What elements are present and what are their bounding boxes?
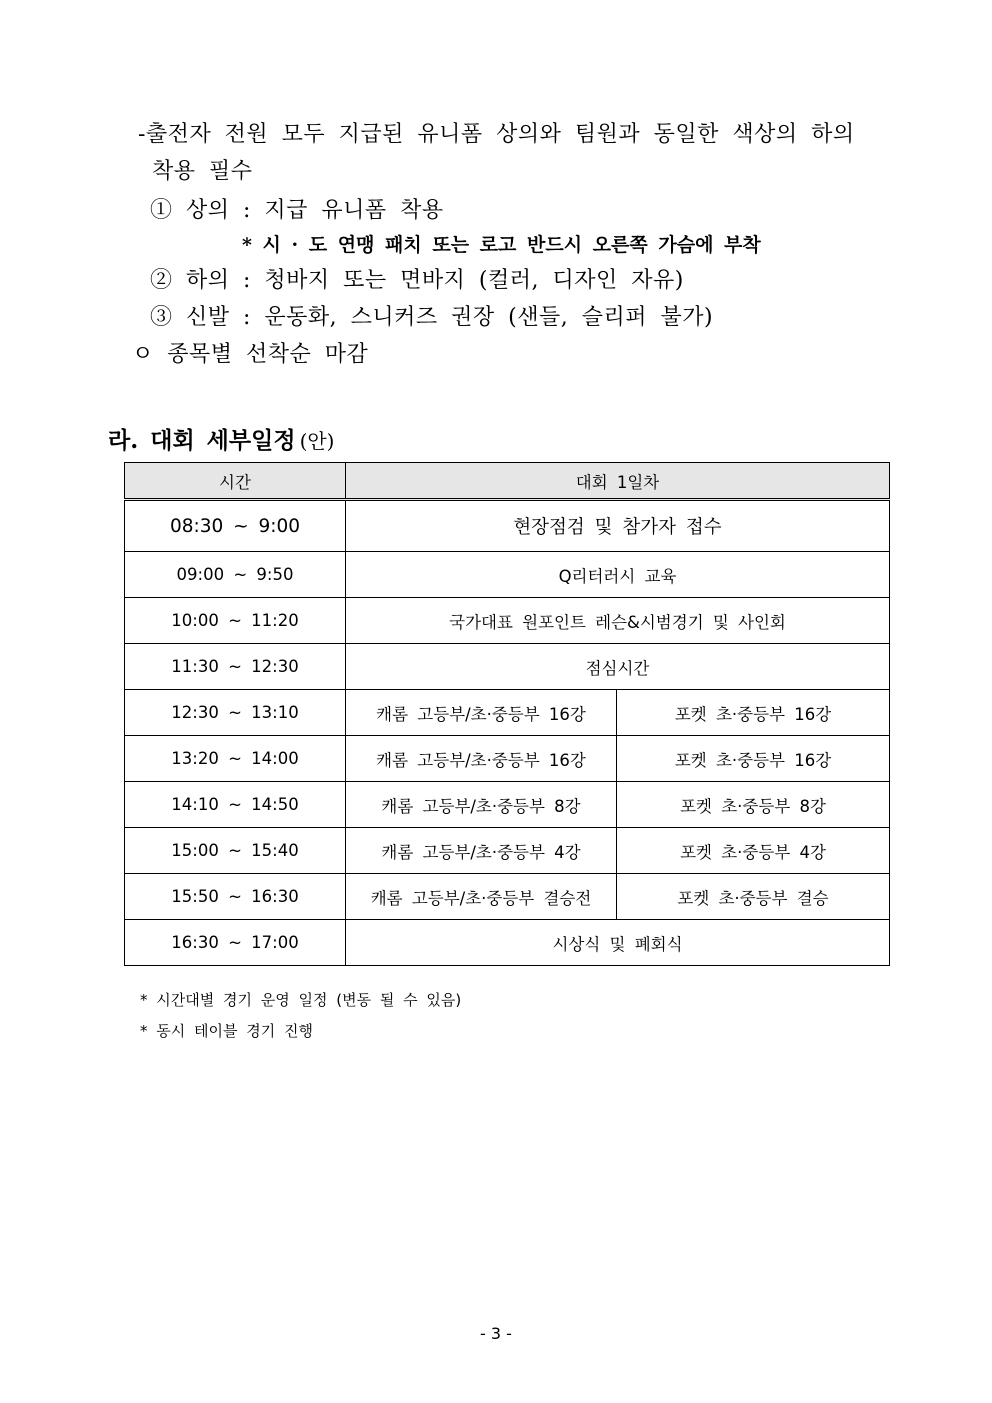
event-cell: 국가대표 원포인트 레슨&시범경기 및 사인회	[346, 598, 890, 644]
schedule-table	[124, 462, 890, 966]
table-row	[125, 736, 890, 782]
section-title: 라. 대회 세부일정	[108, 427, 296, 454]
pocket-cell: 포켓 초·중등부 4강	[617, 828, 890, 874]
table-row	[125, 690, 890, 736]
time-cell: 12:30 ~ 13:10	[125, 690, 346, 736]
carom-cell: 캐롬 고등부/초·중등부 16강	[346, 690, 617, 736]
time-cell: 14:10 ~ 14:50	[125, 782, 346, 828]
pocket-cell: 포켓 초·중등부 8강	[617, 782, 890, 828]
footnote-simultaneous-tables: * 동시 테이블 경기 진행	[140, 1022, 313, 1040]
table-row	[125, 828, 890, 874]
carom-cell: 캐롬 고등부/초·중등부 결승전	[346, 874, 617, 920]
table-row	[125, 644, 890, 690]
uniform-top-note: * 시 · 도 연맹 패치 또는 로고 반드시 오른쪽 가슴에 부착	[242, 234, 761, 256]
time-cell: 15:00 ~ 15:40	[125, 828, 346, 874]
pocket-cell: 포켓 초·중등부 결승	[617, 874, 890, 920]
time-cell: 11:30 ~ 12:30	[125, 644, 346, 690]
table-row	[125, 782, 890, 828]
uniform-requirement-line1: -출전자 전원 모두 지급된 유니폼 상의와 팀원과 동일한 색상의 하의	[138, 122, 855, 147]
event-cell: Q리터러시 교육	[346, 552, 890, 598]
uniform-bottom: ② 하의 : 청바지 또는 면바지 (컬러, 디자인 자유)	[150, 268, 684, 293]
table-row	[125, 874, 890, 920]
pocket-cell: 포켓 초·중등부 16강	[617, 690, 890, 736]
time-cell: 15:50 ~ 16:30	[125, 874, 346, 920]
carom-cell: 캐롬 고등부/초·중등부 16강	[346, 736, 617, 782]
header-time: 시간	[125, 463, 346, 500]
pocket-cell: 포켓 초·중등부 16강	[617, 736, 890, 782]
event-cell: 현장점검 및 참가자 접수	[346, 500, 890, 552]
time-cell: 13:20 ~ 14:00	[125, 736, 346, 782]
table-row	[125, 598, 890, 644]
time-cell: 09:00 ~ 9:50	[125, 552, 346, 598]
table-row	[125, 920, 890, 966]
registration-deadline: ㅇ 종목별 선착순 마감	[132, 342, 369, 367]
page-number: - 3 -	[480, 1324, 512, 1343]
section-heading	[108, 422, 335, 455]
carom-cell: 캐롬 고등부/초·중등부 4강	[346, 828, 617, 874]
carom-cell: 캐롬 고등부/초·중등부 8강	[346, 782, 617, 828]
time-cell: 10:00 ~ 11:20	[125, 598, 346, 644]
footnote-schedule-change: * 시간대별 경기 운영 일정 (변동 될 수 있음)	[140, 991, 462, 1009]
section-subtitle: (안)	[299, 429, 335, 453]
time-cell: 08:30 ~ 9:00	[125, 500, 346, 552]
uniform-top: ① 상의 : 지급 유니폼 착용	[150, 198, 444, 223]
uniform-shoes: ③ 신발 : 운동화, 스니커즈 권장 (샌들, 슬리퍼 불가)	[150, 305, 714, 330]
event-cell: 시상식 및 폐회식	[346, 920, 890, 966]
uniform-requirement-line2: 착용 필수	[152, 159, 253, 184]
event-cell: 점심시간	[346, 644, 890, 690]
table-row	[125, 500, 890, 552]
header-day1: 대회 1일차	[346, 463, 890, 500]
table-row	[125, 552, 890, 598]
time-cell: 16:30 ~ 17:00	[125, 920, 346, 966]
